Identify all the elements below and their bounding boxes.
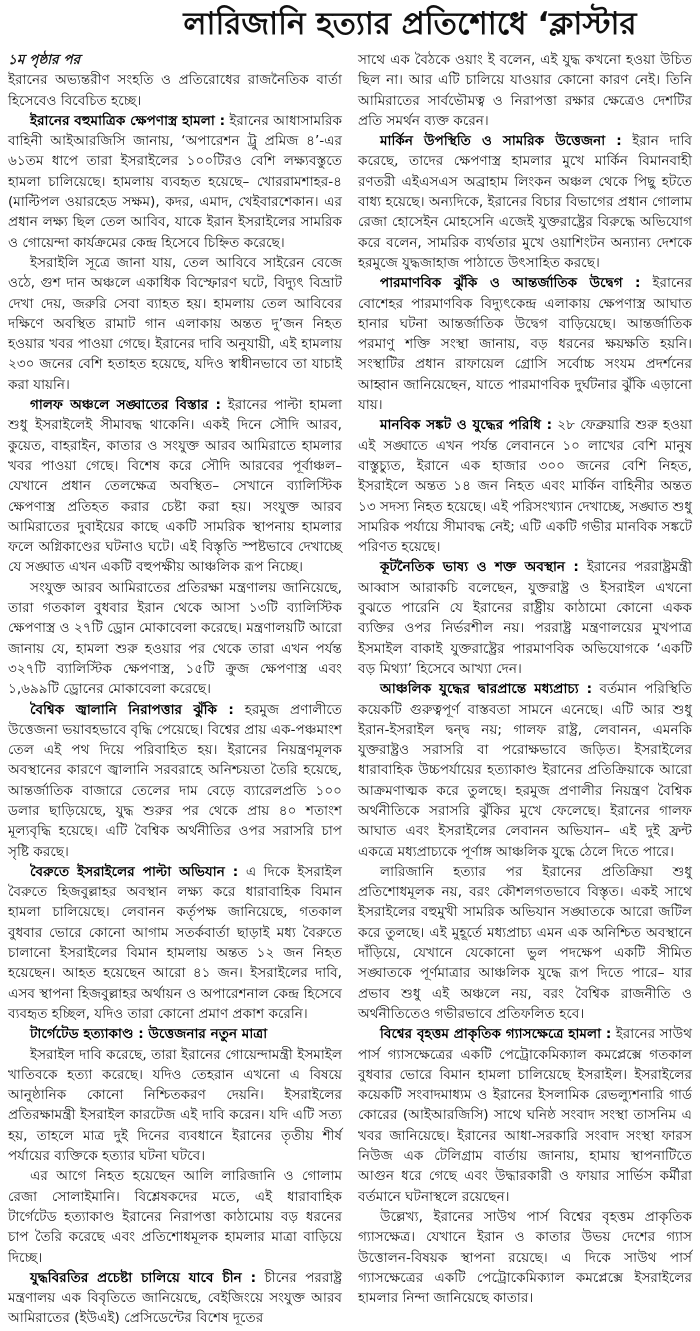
paragraph-text: বর্তমান পরিস্থিতি কয়েকটি গুরুত্বপূর্ণ বাস্তবতা সামনে এনেছে। এটি আর শুধু ইরান-ইসরাইল দ্বন্দ্ব নয়; গালফ রাষ্ট্র, লেবানন, এমনকি যুক্তরাষ্ট্রও সরাসরি বা পরোক্ষভাবে জড়িত। ইসরাইলের ধারাবাহিক উচ্চপর্যায়ের হত্যাকাণ্ড ইরানের প্রতিক্রিয়াকে আরো আক্রমণাত্মক করে তুলছে। হরমুজ প্রণালীর নিয়ন্ত্রণ বৈশ্বিক অর্থনীতিকে সরাসরি ঝুঁকির মুখে ফেলেছে। ইরানের গালফ আঘাত এবং ইসরাইলের লেবানন অভিযান– এই দুই ফ্রন্ট একত্রে মধ্যপ্রাচ্যকে পূর্ণাঙ্গ আঞ্চলিক যুদ্ধে ঠেলে দিতে পারে।: [358, 681, 692, 860]
section-heading: কূটনৈতিক ভাষ্য ও শক্ত অবস্থান :: [380, 559, 579, 576]
article-paragraph: [358, 557, 692, 679]
left-column: [8, 50, 342, 1329]
article-paragraph: [8, 1268, 342, 1329]
section-heading: গালফ অঞ্চলে সঙ্ঘাতের বিস্তার :: [30, 397, 221, 414]
paragraph-text: ইরানের আধাসামরিক বাহিনী আইআরজিসি জানায়, ‘অপারেশন ট্রু প্রমিজ ৪’-এর ৬১তম ধাপে তারা ইসরাইলের ১০০টিরও বেশি লক্ষ্যবস্তুতে হামলা চালিয়েছে। হামলায় ব্যবহৃত হয়েছে– খোররামশাহর-৪ (মাল্টিপল ওয়ারহেড সক্ষম), কদর, এমাদ, খেইবারশেকান। এর প্রধান লক্ষ্য ছিল তেল আবিব, যাকে ইরান ইসরাইলের সামরিক ও গোয়েন্দা কার্যক্রমের কেন্দ্র হিসেবে চিহ্নিত করেছে।: [8, 112, 342, 251]
paragraph-text: ইরানের সাউথ পার্স গ্যাসক্ষেত্রের একটি পেট্রোকেমিক্যাল কমপ্লেক্সে গতকাল বুধবার ভোরে বিমান হামলা চালিয়েছে ইসরাইল। ইসরাইলের কয়েকটি সংবাদমাধ্যম ও ইরানের ইসলামিক রেভল্যুশনারি গার্ড কোরের (আইআরজিসি) সাথে ঘনিষ্ঠ সংবাদ সংস্থা তাসনিম এ খবর জানিয়েছে। ইরানের আধা-সরকারি সংবাদ সংস্থা ফারস নিউজ এক টেলিগ্রাম বার্তায় জানায়, হামায় স্থাপনাটিতে আগুন ধরে গেছে এবং উদ্ধারকারী ও ফায়ার সার্ভিস কর্মীরা বর্তমানে ঘটনাস্থলে রয়েছেন।: [358, 1026, 692, 1205]
paragraph-text: এ দিকে ইসরাইল বৈরুতে হিজবুল্লাহর অবস্থান লক্ষ্য করে ধারাবাহিক বিমান হামলা চালিয়েছে। লেবানন কর্তৃপক্ষ জানিয়েছে, গতকাল বুধবার ভোরে কোনো আগাম সতর্কবার্তা ছাড়াই মধ্য বৈরুতে চালানো ইসরাইলের বিমান হামলায় অন্তত ১২ জন নিহত হয়েছেন। আহত হয়েছেন আরো ৪১ জন। ইসরাইলের দাবি, এসব স্থাপনা হিজবুল্লাহর অর্থায়ন ও অপারেশনাল কেন্দ্র হিসেবে ব্যবহৃত হচ্ছিল, যদিও তারা কোনো প্রমাণ প্রকাশ করেনি।: [8, 863, 342, 1022]
article-paragraph: [358, 415, 692, 557]
paragraph-text: ইরান দাবি করেছে, তাদের ক্ষেপণাস্ত্র হামলার মুখে মার্কিন বিমানবাহী রণতরী এইএসএস অব্রাহাম লিংকন অঞ্চল থেকে পিছু হটতে বাধ্য হয়েছে। অন্যদিকে, ইরানের বিচার বিভাগের প্রধান গোলাম রেজা হোসেইন মোহসেনি এজেই যুক্তরাষ্ট্রের বিরুদ্ধে অভিযোগ করে বলেন, সামরিক ব্যর্থতার মুখে ওয়াশিংটন অন্যান্য দেশকে হরমুজে যুদ্ধজাহাজ পাঠাতে উৎসাহিত করছে।: [358, 133, 692, 271]
article-paragraph: [8, 395, 342, 578]
paragraph-text: হরমুজ প্রণালীতে উত্তেজনা ভয়াবহভাবে বৃদ্ধি পেয়েছে। বিশ্বের প্রায় এক-পঞ্চমাংশ তেল এই পথ দিয়ে পরিবাহিত হয়। ইরানের নিয়ন্ত্রণমূলক অবস্থানের কারণে জ্বালানি সরবরাহে অনিশ্চয়তা তৈরি হয়েছে, আন্তর্জাতিক বাজারে তেলের দাম বেড়ে ব্যারেলপ্রতি ১০০ ডলার ছাড়িয়েছে, যুদ্ধ শুরুর পর থেকে প্রায় ৪০ শতাংশ মূল্যবৃদ্ধি হয়েছে। এটি বৈশ্বিক অর্থনীতির ওপর সরাসরি চাপ সৃষ্টি করছে।: [8, 701, 342, 860]
section-heading: বৈশ্বিক জ্বালানি নিরাপত্তার ঝুঁকি :: [30, 701, 234, 718]
section-heading: মানবিক সঙ্কট ও যুদ্ধের পরিধি :: [380, 417, 553, 434]
paragraph-text: এর আগে নিহত হয়েছেন আলি লারিজানি ও গোলাম রেজা সোলাইমানি। বিশ্লেষকদের মতে, এই ধারাবাহিক টার্গেটেড হত্যাকাণ্ড ইরানের নিরাপত্তা কাঠামোয় বড় ধরনের চাপ তৈরি করেছে এবং প্রতিশোধমূলক হামলার মাত্রা বাড়িয়ে দিচ্ছে।: [8, 1168, 342, 1266]
article-paragraph: [8, 1166, 342, 1267]
article-paragraph: [8, 111, 342, 253]
section-heading: বৈরুতে ইসরাইলের পাল্টা অভিযান :: [30, 863, 239, 880]
headline: লারিজানি হত্যার প্রতিশোধে ‘ক্লাস্টার: [183, 6, 637, 42]
paragraph-text: ইসরাইলি সূত্রে জানা যায়, তেল আবিবে সাইরেন বেজে ওঠে, গুশ দান অঞ্চলে একাধিক বিস্ফোরণ ঘটে, বিদ্যুৎ বিভ্রাট দেখা দেয়, জরুরি সেবা ব্যাহত হয়। হামলায় তেল আবিবের দক্ষিণে অবস্থিত রামাট গান এলাকায় অন্তত দু’জন নিহত হওয়ার খবর পাওয়া গেছে। ইরানের দাবি অনুযায়ী, এই হামলায় ২৩০ জনের বেশি হতাহত হয়েছে, যদিও স্বাধীনভাবে তা যাচাই করা যায়নি।: [8, 254, 342, 393]
paragraph-text: ২৮ ফেব্রুয়ারি শুরু হওয়া এই সঙ্ঘাতে এখন পর্যন্ত লেবাননে ১০ লাখের বেশি মানুষ বাস্তুচ্যুত, ইরানে এক হাজার ৩০০ জনের বেশি নিহত, ইসরাইলে অন্তত ১৪ জন নিহত এবং মার্কিন বাহিনীর অন্তত ১৩ সদস্য নিহত হয়েছে। এই পরিসংখ্যান দেখাচ্ছে, সঙ্ঘাত শুধু সামরিক পর্যায়ে সীমাবদ্ধ নেই; এটি একটি গভীর মানবিক সঙ্কটে পরিণত হয়েছে।: [358, 417, 693, 556]
section-heading: আঞ্চলিক যুদ্ধের দ্বারপ্রান্তে মধ্যপ্রাচ্য :: [380, 681, 593, 698]
paragraph-text: সংযুক্ত আরব আমিরাতের প্রতিরক্ষা মন্ত্রণালয় জানিয়েছে, তারা গতকাল বুধবার ইরান থেকে আসা ১৩টি ব্যালিস্টিক ক্ষেপণাস্ত্র ও ২৭টি ড্রোন মোকাবেলা করেছে। মন্ত্রণালয়টি আরো জানায় যে, হামলা শুরু হওয়ার পর থেকে তারা এখন পর্যন্ত ৩২৭টি ব্যালিস্টিক ক্ষেপণাস্ত্র, ১৫টি ক্রুজ ক্ষেপণাস্ত্র এবং ১,৬৯৯টি ড্রোনের মোকাবেলা করেছে।: [8, 579, 342, 698]
paragraph-text: ইরানের পররাষ্ট্রমন্ত্রী আব্বাস আরাকচি বলেছেন, যুক্তরাষ্ট্র ও ইসরাইল এখনো বুঝতে পারেনি যে ইরানের রাষ্ট্রীয় কাঠামো কোনো একক ব্যক্তির ওপর নির্ভরশীল নয়। পররাষ্ট্র মন্ত্রণালয়ের মুখপাত্র ইসমাইল বাকাই যুক্তরাষ্ট্রের পারমাণবিক অভিযোগকে ‘একটি বড় মিথ্যা’ হিসেবে আখ্যা দেন।: [358, 559, 692, 677]
article-paragraph: [358, 679, 692, 862]
section-heading: মার্কিন উপস্থিতি ও সামরিক উত্তেজনা :: [380, 133, 622, 150]
paragraph-text: ইরানের বোশেহর পারমাণবিক বিদ্যুৎকেন্দ্র এলাকায় ক্ষেপণাস্ত্র আঘাত হানার ঘটনা আন্তর্জাতিক উদ্বেগ বাড়িয়েছে। আন্তর্জাতিক পরমাণু শক্তি সংস্থা জানায়, বড় ধরনের ক্ষয়ক্ষতি হয়নি। সংস্থাটির প্রধান রাফায়েল গ্রোসি সর্বোচ্চ সংযম প্রদর্শনের আহ্বান জানিয়েছেন, যাতে পারমাণবিক দুর্ঘটনার ঝুঁকি এড়ানো যায়।: [358, 275, 692, 414]
section-subheading: টার্গেটেড হত্যাকাণ্ড : উত্তেজনার নতুন মাত্রা: [30, 1026, 268, 1043]
article-paragraph: [358, 1207, 692, 1308]
section-heading: যুদ্ধবিরতির প্রচেষ্টা চালিয়ে যাবে চীন :: [30, 1269, 257, 1286]
paragraph-text: ইরানের পাল্টা হামলা শুধু ইসরাইলেই সীমাবদ্ধ থাকেনি। একই দিনে সৌদি আরব, কুয়েত, বাহরাইন, কাতার ও সংযুক্ত আরব আমিরাতে হামলার খবর পাওয়া গেছে। বিশেষ করে সৌদি আরবের পূর্বাঞ্চল– যেখানে প্রধান তেলক্ষেত্র অবস্থিত– সেখানে ব্যালিস্টিক ক্ষেপণাস্ত্র প্রতিহত করার চেষ্টা করা হয়। সংযুক্ত আরব আমিরাতের দুবাইয়ের কাছে একটি সামরিক স্থাপনায় হামলার ফলে অগ্নিকাণ্ডের ঘটনাও ঘটে। এই বিস্তৃতি স্পষ্টভাবে দেখাচ্ছে যে সঙ্ঘাত এখন একটি বহুপক্ষীয় আঞ্চলিক রূপ নিচ্ছে।: [8, 397, 342, 576]
section-heading: ইরানের বহুমাত্রিক ক্ষেপণাস্ত্র হামলা :: [30, 112, 226, 129]
paragraph-text: উল্লেখ্য, ইরানের সাউথ পার্স বিশ্বের বৃহত্তম প্রাকৃতিক গ্যাসক্ষেত্র। যেখানে ইরান ও কাতার উভয় দেশের গ্যাস উত্তোলন-বিষয়ক স্থাপনা রয়েছে। এ দিকে সাউথ পার্স গ্যাসক্ষেত্রের একটি পেট্রোকেমিক্যাল কমপ্লেক্সে ইসরাইলের হামলার নিন্দা জানিয়েছে কাতার।: [358, 1208, 692, 1307]
section-heading: পারমাণবিক ঝুঁকি ও আন্তর্জাতিক উদ্বেগ :: [380, 275, 641, 292]
paragraph-text: সাথে এক বৈঠকে ওয়াং ই বলেন, এই যুদ্ধ কখনো হওয়া উচিত ছিল না। আর এটি চালিয়ে যাওয়ার কোনো কারণ নেই। তিনি আমিরাতের সার্বভৌমত্ব ও নিরাপত্তা রক্ষার ক্ষেত্রেও দেশটির প্রতি সমর্থন ব্যক্ত করেন।: [358, 52, 692, 129]
article-paragraph: [358, 273, 692, 415]
article-paragraph: [8, 862, 342, 1024]
article-paragraph: [8, 578, 342, 700]
section-heading: বিশ্বের বৃহত্তম প্রাকৃতিক গ্যাসক্ষেত্রে হামলা :: [380, 1026, 612, 1043]
article-paragraph: [8, 1045, 342, 1167]
article-paragraph: [8, 70, 342, 111]
paragraph-text: চীনের পররাষ্ট্র মন্ত্রণালয় এক বিবৃতিতে জানিয়েছে, বেইজিংয়ে সংযুক্ত আরব আমিরাতের (ইউএই) প্রেসিডেন্টের বিশেষ দূতের: [8, 1269, 342, 1327]
paragraph-text: লারিজানি হত্যার পর ইরানের প্রতিক্রিয়া শুধু প্রতিশোধমূলক নয়, বরং কৌশলগতভাবে বিস্তৃত। একই সাথে ইসরাইলের বহুমুখী সামরিক অভিযান সঙ্ঘাতকে আরো জটিল করে তুলছে। এই মুহূর্তে মধ্যপ্রাচ্য এমন এক অনিশ্চিত অবস্থানে দাঁড়িয়ে, যেখানে যেকোনো ভুল পদক্ষেপ একটি সীমিত সঙ্ঘাতকে পূর্ণমাত্রার আঞ্চলিক যুদ্ধে রূপ দিতে পারে– যার প্রভাব শুধু এই অঞ্চলে নয়, বরং বৈশ্বিক রাজনীতি ও অর্থনীতিতেও গভীরভাবে প্রতিফলিত হবে।: [358, 863, 692, 1022]
article-paragraph: [358, 1024, 692, 1207]
article-paragraph: [8, 700, 342, 862]
article-body: [0, 48, 700, 1329]
article-paragraph: [8, 253, 342, 395]
paragraph-text: ইসরাইল দাবি করেছে, তারা ইরানের গোয়েন্দামন্ত্রী ইসমাইল খাতিবকে হত্যা করেছে। যদিও তেহরান এখনো এ বিষয়ে আনুষ্ঠানিক কোনো নিশ্চিতকরণ দেয়নি। ইসরাইলের প্রতিরক্ষামন্ত্রী ইসরাইল কারটেজ এই দাবি করেন। যদি এটি সত্য হয়, তাহলে মাত্র দুই দিনের ব্যবধানে ইরানের তৃতীয় শীর্ষ পর্যায়ের ব্যক্তিকে হত্যার ঘটনা ঘটবে।: [8, 1046, 342, 1165]
paragraph-text: ইরানের অভ্যন্তরীণ সংহতি ও প্রতিরোধের রাজনৈতিক বার্তা হিসেবেও বিবেচিত হচ্ছে।: [8, 72, 342, 109]
article-paragraph: [358, 131, 692, 273]
article-paragraph: [358, 862, 692, 1024]
right-column: [358, 50, 692, 1329]
continued-from-label: ১ম পৃষ্ঠার পর: [8, 52, 81, 68]
article-paragraph: [358, 50, 692, 131]
